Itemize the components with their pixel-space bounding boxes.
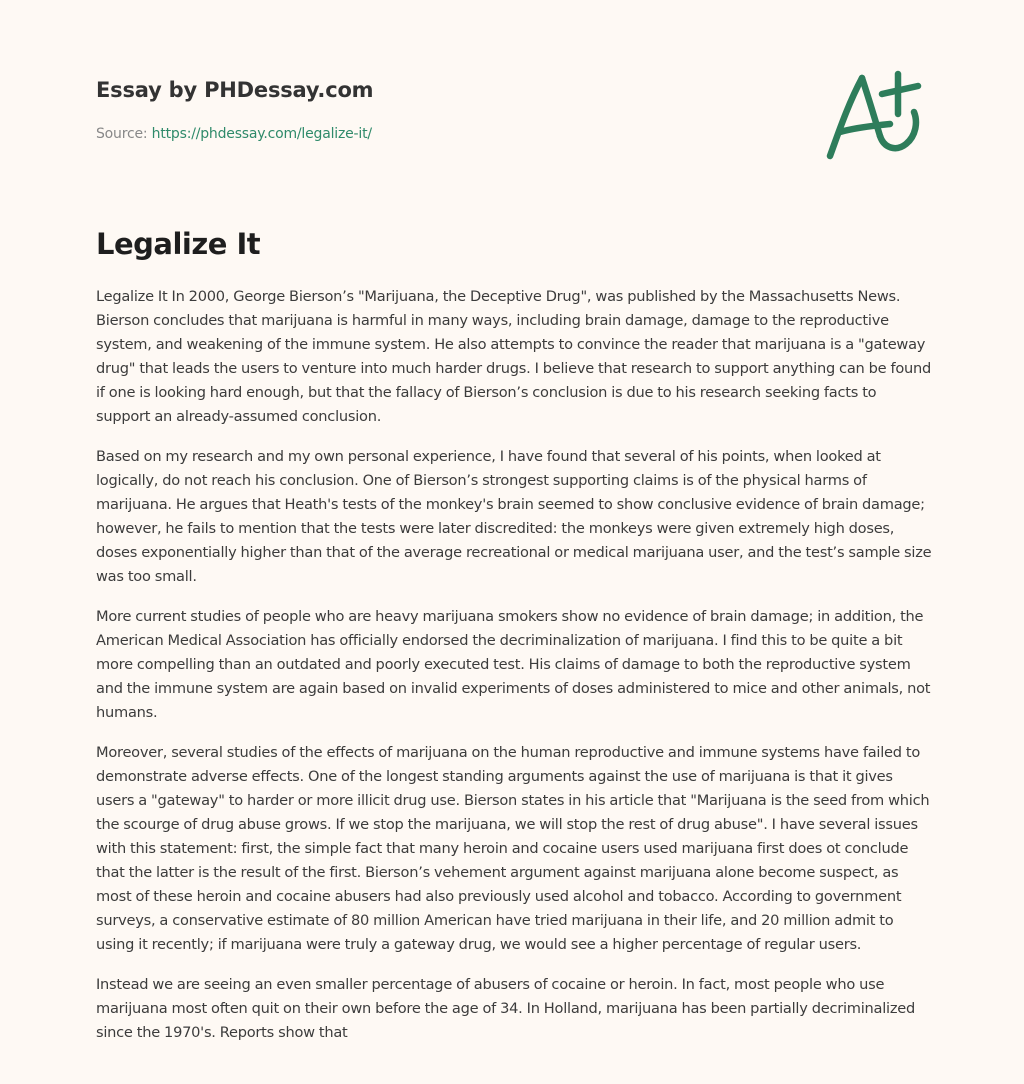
essay-title: Legalize It	[96, 227, 261, 261]
essay-paragraph: More current studies of people who are heavy marijuana smokers show no evidence of brain damage; in addition, the American Medical Association has officially endorsed the decriminalization of marijuana. I find this to be quite a bit more compelling than an outdated and poorly executed test. His claims of damage to both the reproductive system and the immune system are again based on invalid experiments of doses administered to mice and other animals, not humans.	[96, 608, 931, 721]
a-plus-grade-icon	[818, 64, 938, 170]
site-brand-title: Essay by PHDessay.com	[96, 78, 374, 102]
essay-paragraph: Legalize It In 2000, George Bierson’s "Marijuana, the Deceptive Drug", was published by the Massachusetts News. Bierson concludes that marijuana is harmful in many ways, including brain damage, damage to the reproductive system, and weakening of the immune system. He also attempts to convince the reader that marijuana is a "gateway drug" that leads the users to venture into much harder drugs. I believe that research to support anything can be found if one is looking hard enough, but that the fallacy of Bierson’s conclusion is due to his research seeking facts to support an already-assumed conclusion.	[96, 288, 932, 425]
source-line	[96, 124, 928, 144]
source-link[interactable]: https://phdessay.com/legalize-it/	[151, 126, 372, 142]
page-header	[96, 76, 928, 144]
essay-paragraph: Instead we are seeing an even smaller percentage of abusers of cocaine or heroin. In fact, most people who use marijuana most often quit on their own before the age of 34. In Holland, marijuana has been partially decriminalized since the 1970's. Reports show that	[96, 976, 915, 1041]
essay-paragraph: Moreover, several studies of the effects of marijuana on the human reproductive and immune systems have failed to demonstrate adverse effects. One of the longest standing arguments against the use of marijuana is that it gives users a "gateway" to harder or more illicit drug use. Bierson states in his article that "Marijuana is the seed from which the scourge of drug abuse grows. If we stop the marijuana, we will stop the rest of drug abuse". I have several issues with this statement: first, the simple fact that many heroin and cocaine users used marijuana first does ot conclude that the latter is the result of the first. Bierson’s vehement argument against marijuana alone become suspect, as most of these heroin and cocaine abusers had also previously used alcohol and tobacco. According to government surveys, a conservative estimate of 80 million American have tried marijuana in their life, and 20 million admit to using it recently; if marijuana were truly a gateway drug, we would see a higher percentage of regular users.	[96, 744, 930, 953]
source-label: Source:	[96, 126, 152, 142]
essay-paragraph: Based on my research and my own personal experience, I have found that several of his points, when looked at logically, do not reach his conclusion. One of Bierson’s strongest supporting claims is of the physical harms of marijuana. He argues that Heath's tests of the monkey's brain seemed to show conclusive evidence of brain damage; however, he fails to mention that the tests were later discredited: the monkeys were given extremely high doses, doses exponentially higher than that of the average recreational or medical marijuana user, and the test’s sample size was too small.	[96, 448, 932, 585]
essay-body	[96, 285, 932, 1061]
